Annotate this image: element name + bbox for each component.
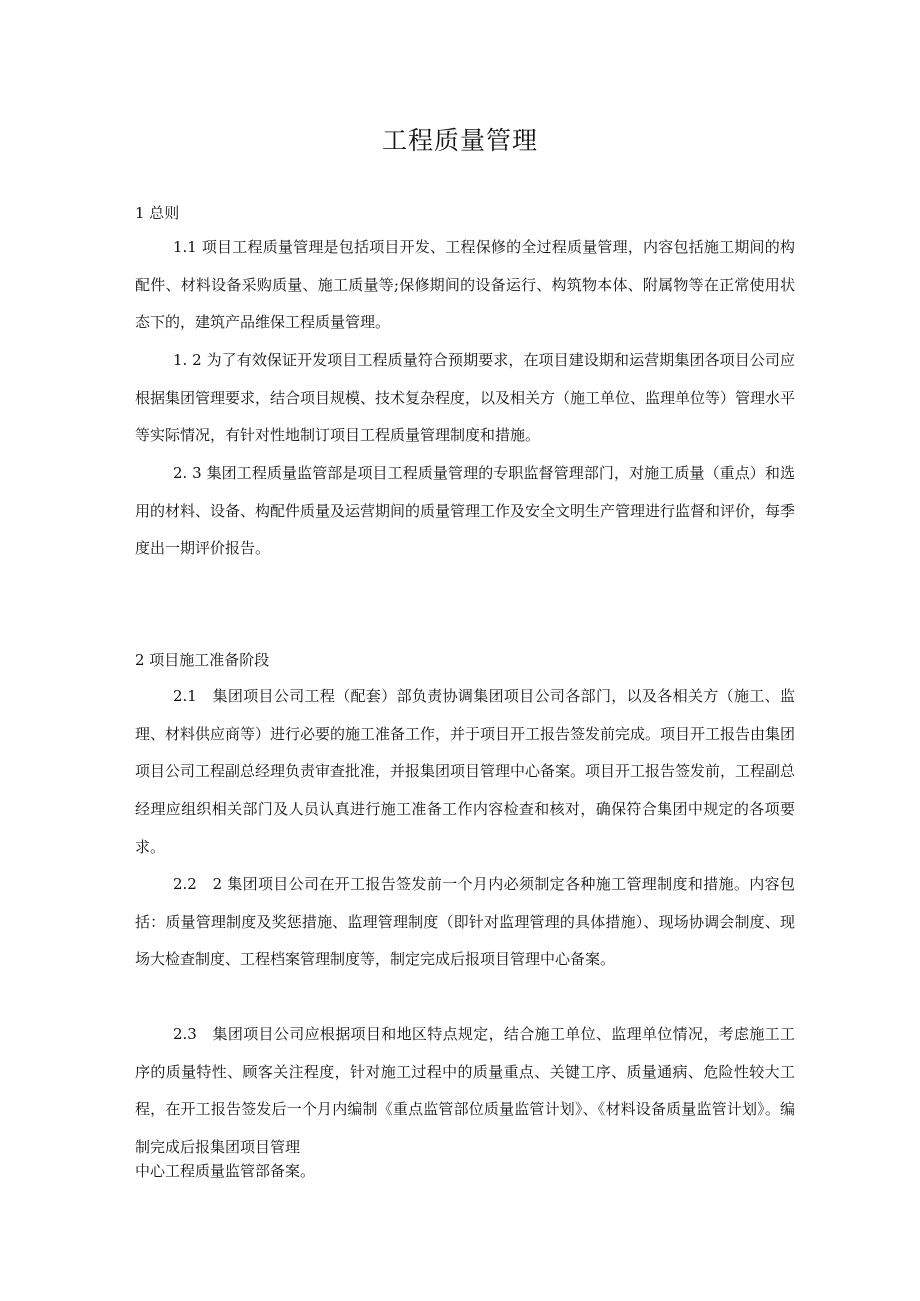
paragraph-2-1: 2.1 集团项目公司工程（配套）部负责协调集团项目公司各部门，以及各相关方（施工、监理、材料供应商等）进行必要的施工准备工作，并于项目开工报告签发前完成。项目开工报告由集团项目公司工程副总经理负责审查批准，并报集团项目管理中心备案。项目开工报告签发前，工程副总经理应组织相关部门及人员认真进行施工准备工作内容检查和核对，确保符合集团中规定的各项要求。: [135, 687, 796, 856]
paragraph-1-2: 1. 2 为了有效保证开发项目工程质量符合预期要求，在项目建设期和运营期集团各项目公司应根据集团管理要求，结合项目规模、技术复杂程度，以及相关方（施工单位、监理单位等）管理水平等实际情况，有针对性地制订项目工程质量管理制度和措施。: [135, 351, 796, 445]
section-heading-general: 1 总则: [135, 204, 180, 222]
paragraph-2-3: 2.3 集团项目公司应根据项目和地区特点规定，结合施工单位、监理单位情况，考虑施工工序的质量特性、顾客关注程度，针对施工过程中的质量重点、关键工序、质量通病、危险性较大工程，在开工报告签发后一个月内编制《重点监管部位质量监管计划》、《材料设备质量监管计划》。编制完成后报集团项目管理: [135, 1025, 795, 1157]
paragraph-1-1: 1.1 项目工程质量管理是包括项目开发、工程保修的全过程质量管理，内容包括施工期间的构配件、材料设备采购质量、施工质量等;保修期间的设备运行、构筑物本体、附属物等在正常使用状态下的，建筑产品维保工程质量管理。: [135, 238, 795, 332]
paragraph-1-3: 2. 3 集团工程质量监管部是项目工程质量管理的专职监督管理部门，对施工质量（重点）和选用的材料、设备、构配件质量及运营期间的质量管理工作及安全文明生产管理进行监督和评价，每季度出一期评价报告。: [135, 464, 796, 558]
trailing-line: 中心工程质量监管部备案。: [135, 1162, 316, 1180]
paragraph-2-2: 2.2 2 集团项目公司在开工报告签发前一个月内必须制定各种施工管理制度和措施。内容包括：质量管理制度及奖惩措施、监理管理制度（即针对监理管理的具体措施）、现场协调会制度、现场大检查制度、工程档案管理制度等，制定完成后报项目管理中心备案。: [135, 875, 795, 969]
page-title: 工程质量管理: [381, 126, 538, 155]
section-heading-preparation: 2 项目施工准备阶段: [135, 651, 270, 669]
